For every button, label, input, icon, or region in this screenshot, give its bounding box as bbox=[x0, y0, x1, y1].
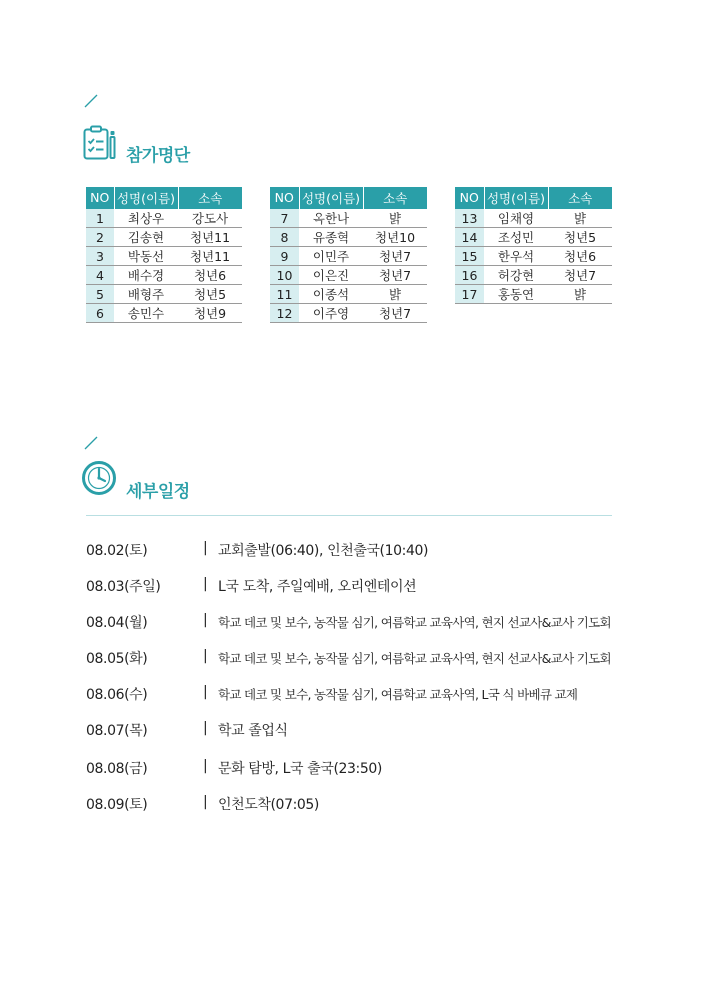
cell-name: 송민수 bbox=[114, 304, 178, 323]
schedule-date: 08.05(화) bbox=[86, 651, 148, 667]
section-divider bbox=[86, 515, 612, 516]
schedule-separator: | bbox=[203, 612, 208, 628]
schedule-separator: | bbox=[203, 576, 208, 592]
cell-affiliation: 청년5 bbox=[178, 285, 242, 304]
table-row bbox=[86, 304, 242, 323]
table-row bbox=[455, 228, 612, 247]
schedule-separator: | bbox=[203, 758, 208, 774]
header-name: 성명(이름) bbox=[299, 187, 363, 209]
section-slash-mark bbox=[84, 436, 98, 450]
cell-no: 2 bbox=[86, 228, 114, 247]
table-row bbox=[86, 285, 242, 304]
schedule-description: 학교 데코 및 보수, 농작물 심기, 여름학교 교육사역, 현지 선교사&교사 기도회 bbox=[218, 651, 611, 666]
table-row bbox=[86, 228, 242, 247]
cell-no: 15 bbox=[455, 247, 484, 266]
cell-no: 7 bbox=[270, 209, 299, 228]
clock-icon bbox=[81, 460, 117, 496]
schedule-date: 08.06(수) bbox=[86, 687, 148, 703]
clipboard-checklist-icon bbox=[82, 125, 118, 161]
table-row bbox=[270, 209, 427, 228]
schedule-separator: | bbox=[203, 540, 208, 556]
cell-affiliation: 청년6 bbox=[178, 266, 242, 285]
cell-name: 유종혁 bbox=[299, 228, 363, 247]
schedule-description: L국 도착, 주일예배, 오리엔테이션 bbox=[218, 579, 417, 595]
schedule-description: 학교 데코 및 보수, 농작물 심기, 여름학교 교육사역, 현지 선교사&교사 기도회 bbox=[218, 615, 611, 630]
schedule-separator: | bbox=[203, 794, 208, 810]
header-name: 성명(이름) bbox=[114, 187, 178, 209]
schedule-date: 08.08(금) bbox=[86, 761, 148, 777]
roster-section-title: 참가명단 bbox=[126, 146, 190, 166]
table-row bbox=[455, 266, 612, 285]
cell-affiliation: 청년7 bbox=[548, 266, 612, 285]
cell-no: 16 bbox=[455, 266, 484, 285]
cell-affiliation: 청년10 bbox=[363, 228, 427, 247]
table-row bbox=[86, 266, 242, 285]
cell-name: 배형주 bbox=[114, 285, 178, 304]
cell-name: 홍동연 bbox=[484, 285, 548, 304]
roster-table-1 bbox=[86, 187, 242, 323]
cell-affiliation: 청년5 bbox=[548, 228, 612, 247]
table-row bbox=[270, 228, 427, 247]
schedule-description: 인천도착(07:05) bbox=[218, 797, 319, 813]
schedule-separator: | bbox=[203, 720, 208, 736]
schedule-date: 08.07(목) bbox=[86, 723, 148, 739]
schedule-date: 08.03(주일) bbox=[86, 579, 161, 595]
table-row bbox=[455, 209, 612, 228]
cell-no: 14 bbox=[455, 228, 484, 247]
cell-no: 5 bbox=[86, 285, 114, 304]
cell-name: 이민주 bbox=[299, 247, 363, 266]
schedule-date: 08.09(토) bbox=[86, 797, 148, 813]
cell-name: 박동선 bbox=[114, 247, 178, 266]
schedule-description: 문화 탐방, L국 출국(23:50) bbox=[218, 761, 382, 777]
cell-no: 11 bbox=[270, 285, 299, 304]
cell-affiliation: 청년11 bbox=[178, 247, 242, 266]
cell-no: 17 bbox=[455, 285, 484, 304]
table-row bbox=[270, 247, 427, 266]
table-header-row bbox=[455, 187, 612, 209]
schedule-description: 학교 졸업식 bbox=[218, 723, 288, 739]
header-no: NO bbox=[270, 187, 299, 209]
section-slash-mark bbox=[84, 94, 98, 108]
table-row bbox=[270, 304, 427, 323]
header-name: 성명(이름) bbox=[484, 187, 548, 209]
header-affiliation: 소속 bbox=[363, 187, 427, 209]
cell-affiliation: 청년11 bbox=[178, 228, 242, 247]
schedule-separator: | bbox=[203, 684, 208, 700]
cell-name: 조성민 bbox=[484, 228, 548, 247]
roster-table-3 bbox=[455, 187, 612, 304]
cell-name: 배수경 bbox=[114, 266, 178, 285]
cell-affiliation: 뱕 bbox=[548, 209, 612, 228]
table-row bbox=[455, 247, 612, 266]
table-row bbox=[86, 209, 242, 228]
table-header-row bbox=[86, 187, 242, 209]
header-affiliation: 소속 bbox=[548, 187, 612, 209]
header-no: NO bbox=[455, 187, 484, 209]
table-header-row bbox=[270, 187, 427, 209]
cell-name: 허강현 bbox=[484, 266, 548, 285]
schedule-separator: | bbox=[203, 648, 208, 664]
cell-no: 13 bbox=[455, 209, 484, 228]
cell-affiliation: 청년7 bbox=[363, 247, 427, 266]
header-affiliation: 소속 bbox=[178, 187, 242, 209]
cell-no: 9 bbox=[270, 247, 299, 266]
cell-no: 10 bbox=[270, 266, 299, 285]
cell-affiliation: 뱕 bbox=[548, 285, 612, 304]
cell-name: 이은진 bbox=[299, 266, 363, 285]
cell-name: 이주영 bbox=[299, 304, 363, 323]
cell-name: 최상우 bbox=[114, 209, 178, 228]
cell-name: 옥한나 bbox=[299, 209, 363, 228]
schedule-description: 학교 데코 및 보수, 농작물 심기, 여름학교 교육사역, L국 식 바베큐 교제 bbox=[218, 687, 578, 702]
schedule-section-title: 세부일정 bbox=[126, 482, 190, 502]
cell-no: 3 bbox=[86, 247, 114, 266]
cell-no: 4 bbox=[86, 266, 114, 285]
cell-affiliation: 뱕 bbox=[363, 209, 427, 228]
cell-affiliation: 뱕 bbox=[363, 285, 427, 304]
cell-affiliation: 청년7 bbox=[363, 266, 427, 285]
cell-affiliation: 청년9 bbox=[178, 304, 242, 323]
cell-name: 한우석 bbox=[484, 247, 548, 266]
schedule-date: 08.02(토) bbox=[86, 543, 148, 559]
table-row bbox=[270, 285, 427, 304]
schedule-description: 교회출발(06:40), 인천출국(10:40) bbox=[218, 543, 429, 559]
header-no: NO bbox=[86, 187, 114, 209]
cell-no: 12 bbox=[270, 304, 299, 323]
table-row bbox=[455, 285, 612, 304]
cell-no: 6 bbox=[86, 304, 114, 323]
cell-name: 김송현 bbox=[114, 228, 178, 247]
table-row bbox=[86, 247, 242, 266]
cell-name: 이종석 bbox=[299, 285, 363, 304]
cell-affiliation: 강도사 bbox=[178, 209, 242, 228]
table-row bbox=[270, 266, 427, 285]
schedule-date: 08.04(월) bbox=[86, 615, 148, 631]
cell-affiliation: 청년7 bbox=[363, 304, 427, 323]
cell-name: 임채영 bbox=[484, 209, 548, 228]
roster-table-2 bbox=[270, 187, 427, 323]
cell-no: 1 bbox=[86, 209, 114, 228]
cell-no: 8 bbox=[270, 228, 299, 247]
cell-affiliation: 청년6 bbox=[548, 247, 612, 266]
